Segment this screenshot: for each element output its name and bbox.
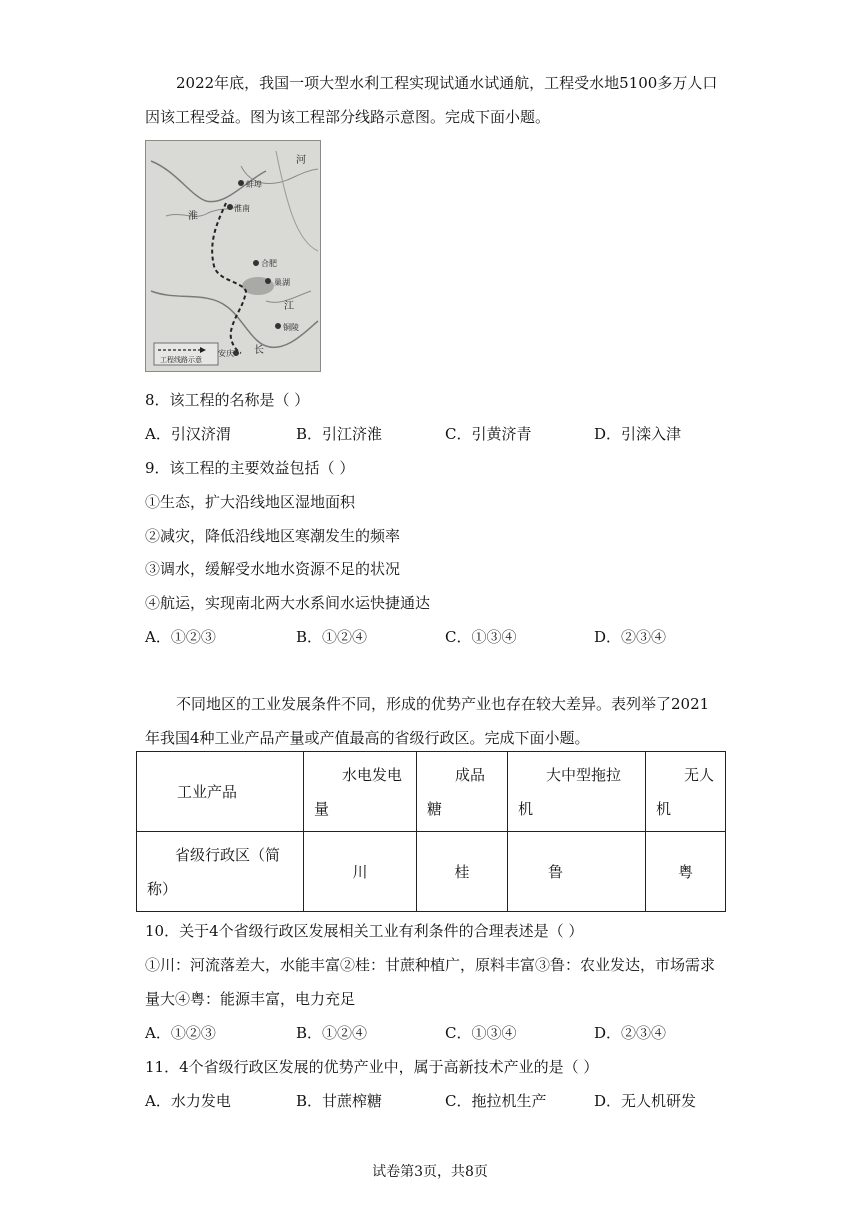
city-dot-hefei: [253, 260, 259, 266]
q9-item-4: ④航运，实现南北两大水系间水运快捷通达: [145, 594, 431, 612]
q10-stem: 10．关于4个省级行政区发展相关工业有利条件的合理表述是（ ）: [145, 922, 584, 940]
passage-2-line-1: 不同地区的工业发展条件不同，形成的优势产业也存在较大差异。表列举了2021: [176, 695, 710, 713]
map-label-huainan: 淮南: [234, 204, 250, 213]
table-row: [137, 752, 726, 832]
q10-body-line-1: ①川：河流落差大，水能丰富②桂：甘蔗种植广，原料丰富③鲁：农业发达，市场需求: [145, 956, 716, 974]
passage-2-line-2: 年我国4种工业产品产量或产值最高的省级行政区。完成下面小题。: [145, 729, 590, 747]
map-label-huai: 淮: [188, 211, 198, 222]
q10-option-a[interactable]: A．①②③: [145, 1024, 216, 1042]
industry-table: [136, 751, 726, 912]
q10-body-line-2: 量大④粤：能源丰富，电力充足: [145, 990, 356, 1008]
map-label-anqing: 安庆: [218, 349, 234, 358]
q10-option-d[interactable]: D．②③④: [594, 1024, 667, 1042]
q11-stem: 11．4个省级行政区发展的优势产业中，属于高新技术产业的是（ ）: [145, 1058, 599, 1076]
map-label-bengbu: 蚌埠: [246, 180, 262, 189]
city-dot-tongling: [275, 323, 281, 329]
q11-option-b[interactable]: B．甘蔗榨糖: [296, 1092, 383, 1110]
route-map-svg: [146, 141, 320, 371]
map-label-chang: 长: [254, 345, 264, 356]
city-dot-huainan: [227, 204, 233, 210]
city-dot-bengbu: [238, 180, 244, 186]
table-row: [137, 832, 726, 912]
q11-option-a[interactable]: A．水力发电: [145, 1092, 231, 1110]
q8-option-d[interactable]: D．引滦入津: [594, 425, 682, 443]
map-label-hefei: 合肥: [261, 259, 277, 268]
q9-item-2: ②减灾，降低沿线地区寒潮发生的频率: [145, 527, 401, 545]
q10-option-c[interactable]: C．①③④: [445, 1024, 517, 1042]
map-label-he: 河: [296, 155, 306, 166]
table-product-hydropower: 水电发电量: [304, 752, 417, 832]
page-footer: 试卷第3页，共8页: [372, 1164, 488, 1180]
passage-1-line-2: 因该工程受益。图为该工程部分线路示意图。完成下面小题。: [145, 108, 551, 126]
table-row-label: 省级行政区（简称）: [137, 832, 304, 912]
table-product-sugar: 成品糖: [417, 752, 508, 832]
table-product-drone: 无人机: [646, 752, 726, 832]
q9-stem: 9．该工程的主要效益包括（ ）: [145, 459, 355, 477]
q9-option-a[interactable]: A．①②③: [145, 628, 216, 646]
q10-option-b[interactable]: B．①②④: [296, 1024, 368, 1042]
q9-option-d[interactable]: D．②③④: [594, 628, 667, 646]
q9-item-3: ③调水，缓解受水地水资源不足的状况: [145, 560, 401, 578]
table-header-label: 工业产品: [137, 752, 304, 832]
q9-option-c[interactable]: C．①③④: [445, 628, 517, 646]
route-line: [212, 203, 246, 353]
q8-option-b[interactable]: B．引江济淮: [296, 425, 383, 443]
table-region-lu: 鲁: [508, 832, 646, 912]
q11-option-d[interactable]: D．无人机研发: [594, 1092, 697, 1110]
map-label-tongling: 铜陵: [283, 323, 299, 332]
q8-option-a[interactable]: A．引汉济渭: [145, 425, 231, 443]
q8-stem: 8．该工程的名称是（ ）: [145, 391, 310, 409]
route-map-figure: [145, 140, 321, 372]
legend-text: 工程线路示意: [160, 356, 202, 364]
map-label-jiang: 江: [284, 301, 294, 312]
passage-1-line-1: 2022年底，我国一项大型水利工程实现试通水试通航，工程受水地5100多万人口: [176, 74, 718, 92]
table-region-gui: 桂: [417, 832, 508, 912]
q8-option-c[interactable]: C．引黄济青: [445, 425, 532, 443]
table-region-yue: 粤: [646, 832, 726, 912]
table-product-tractor: 大中型拖拉机: [508, 752, 646, 832]
q11-option-c[interactable]: C．拖拉机生产: [445, 1092, 547, 1110]
q9-option-b[interactable]: B．①②④: [296, 628, 368, 646]
map-label-chaohu: 巢湖: [274, 278, 290, 287]
q9-item-1: ①生态，扩大沿线地区湿地面积: [145, 493, 356, 511]
table-region-chuan: 川: [304, 832, 417, 912]
city-dot-chaohu: [265, 278, 271, 284]
